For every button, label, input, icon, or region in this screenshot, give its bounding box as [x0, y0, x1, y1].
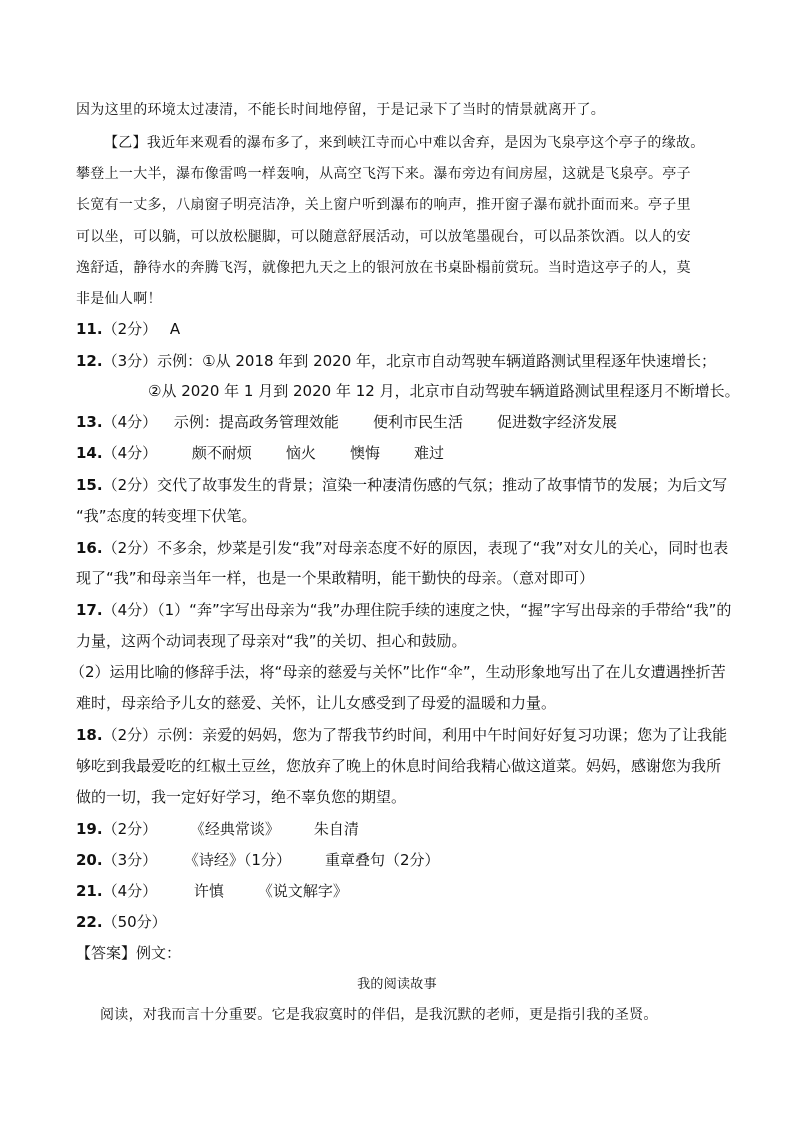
passage-line: 非是仙人啊！ — [76, 291, 162, 307]
answer-item: 难过 — [413, 444, 444, 462]
answer-text: 交代了故事发生的背景；渲染一种凄清伤感的气氛；推动了故事情节的发展；为后文写 — [157, 476, 728, 494]
answer-11 — [76, 318, 734, 340]
answer-item: 《诗经》（1分） — [183, 851, 291, 869]
answer-16 — [76, 537, 734, 559]
question-number: 14. — [76, 444, 103, 462]
answer-text: （1）“奔”字写出母亲为“我”办理住院手续的速度之快，“握”字写出母亲的手带给“我”的 — [157, 601, 732, 619]
question-score: （50分） — [102, 913, 167, 931]
answer-item: 重章叠句（2分） — [324, 851, 440, 869]
answer-12-line2: ②从 2020 年 1 月到 2020 年 12 月，北京市自动驾驶车辆道路测试里程逐月不断增长。 — [148, 382, 740, 400]
question-number: 12. — [76, 352, 103, 370]
answer-label: 【答案】例文： — [76, 944, 182, 962]
question-score: （2分） — [102, 320, 158, 338]
answer-text: 不多余，炒菜是引发“我”对母亲态度不好的原因，表现了“我”对女儿的关心，同时也表 — [157, 539, 729, 557]
answer-item: 促进数字经济发展 — [496, 413, 617, 431]
answer-item: 朱自清 — [313, 820, 359, 838]
question-score: （3分） — [102, 851, 158, 869]
passage-line: 可以坐，可以躺，可以放松腿脚，可以随意舒展活动，可以放笔墨砚台，可以品茶饮酒。以人的安 — [76, 229, 691, 245]
answer-item: 《说文解字》 — [257, 882, 348, 900]
answer-13 — [76, 411, 734, 433]
answer-14 — [76, 442, 734, 464]
question-score: （3分） — [102, 352, 158, 370]
question-number: 13. — [76, 413, 103, 431]
question-number: 15. — [76, 476, 103, 494]
answer-text: 示例：亲爱的妈妈，您为了帮我节约时间，利用中午时间好好复习功课；您为了让我能 — [157, 726, 728, 744]
answer-17-line2: 力量，这两个动词表现了母亲对“我”的关切、担心和鼓励。 — [76, 632, 467, 650]
question-number: 18. — [76, 726, 103, 744]
answer-17 — [76, 599, 734, 621]
essay-title: 我的阅读故事 — [357, 977, 437, 992]
question-score: （2分） — [102, 726, 158, 744]
question-score: （2分） — [102, 820, 158, 838]
question-number: 19. — [76, 820, 103, 838]
essay-paragraph: 阅读，对我而言十分重要。它是我寂寞时的伴侣，是我沉默的老师，更是指引我的圣贤。 — [100, 1007, 658, 1023]
answer-item: 恼火 — [285, 444, 316, 462]
answer-item: 提高政务管理效能 — [218, 413, 339, 431]
answer-item: 许慎 — [193, 882, 224, 900]
answer-15-line2: “我”态度的转变埋下伏笔。 — [76, 507, 257, 525]
answer-text: ①从 2018 年到 2020 年，北京市自动驾驶车辆道路测试里程逐年快速增长； — [202, 352, 717, 370]
answer-22 — [76, 911, 734, 933]
answer-18-line2: 够吃到我最爱吃的红椒土豆丝，您放弃了晚上的休息时间给我精心做这道菜。妈妈，感谢您为我所 — [76, 757, 722, 775]
question-score: （4分） — [102, 413, 158, 431]
answer-19 — [76, 818, 734, 840]
answer-17-line3: （2）运用比喻的修辞手法，将“母亲的慈爱与关怀”比作“伞”，生动形象地写出了在儿女遭遇挫折苦 — [70, 663, 726, 681]
passage-line: 攀登上一大半，瀑布像雷鸣一样轰响，从高空飞泻下来。瀑布旁边有间房屋，这就是飞泉亭。亭子 — [76, 166, 691, 182]
question-score: （4分） — [102, 601, 158, 619]
answer-item: 懊悔 — [349, 444, 380, 462]
answer-18 — [76, 724, 734, 746]
answer-item: 便利市民生活 — [372, 413, 463, 431]
answer-20 — [76, 849, 734, 871]
question-score: （4分） — [102, 444, 158, 462]
question-score: （4分） — [102, 882, 158, 900]
question-score: （2分） — [102, 539, 158, 557]
passage-line: 因为这里的环境太过凄清，不能长时间地停留，于是记录下了当时的情景就离开了。 — [76, 102, 606, 118]
answer-17-line4: 难时，母亲给予儿女的慈爱、关怀，让儿女感受到了母爱的温暖和力量。 — [76, 694, 557, 712]
passage-line: 【乙】我近年来观看的瀑布多了，来到峡江寺而心中难以舍弃，是因为飞泉亭这个亭子的缘故。 — [104, 135, 705, 151]
question-number: 21. — [76, 882, 103, 900]
answer-12 — [76, 350, 734, 372]
answer-18-line3: 做的一切，我一定好好学习，绝不辜负您的期望。 — [76, 788, 407, 806]
answer-16-line2: 现了“我”和母亲当年一样，也是一个果敢精明，能干勤快的母亲。（意对即可） — [76, 569, 595, 587]
question-number: 16. — [76, 539, 103, 557]
answer-item: 颇不耐烦 — [191, 444, 252, 462]
question-score: （2分） — [102, 476, 158, 494]
answer-21 — [76, 880, 734, 902]
question-number: 20. — [76, 851, 103, 869]
question-number: 11. — [76, 320, 103, 338]
answer-item: 《经典常谈》 — [189, 820, 280, 838]
answer-prefix: 示例： — [157, 352, 203, 370]
answer-prefix: 示例： — [173, 413, 219, 431]
passage-line: 长宽有一丈多，八扇窗子明亮洁净，关上窗户听到瀑布的响声，推开窗子瀑布就扑面而来。亭子里 — [76, 197, 691, 213]
question-number: 22. — [76, 913, 103, 931]
answer-15 — [76, 474, 734, 496]
question-number: 17. — [76, 601, 103, 619]
passage-line: 逸舒适，静待水的奔腾飞泻，就像把九天之上的银河放在书桌卧榻前赏玩。当时造这亭子的人，莫 — [76, 260, 691, 276]
answer-text: A — [169, 320, 181, 338]
